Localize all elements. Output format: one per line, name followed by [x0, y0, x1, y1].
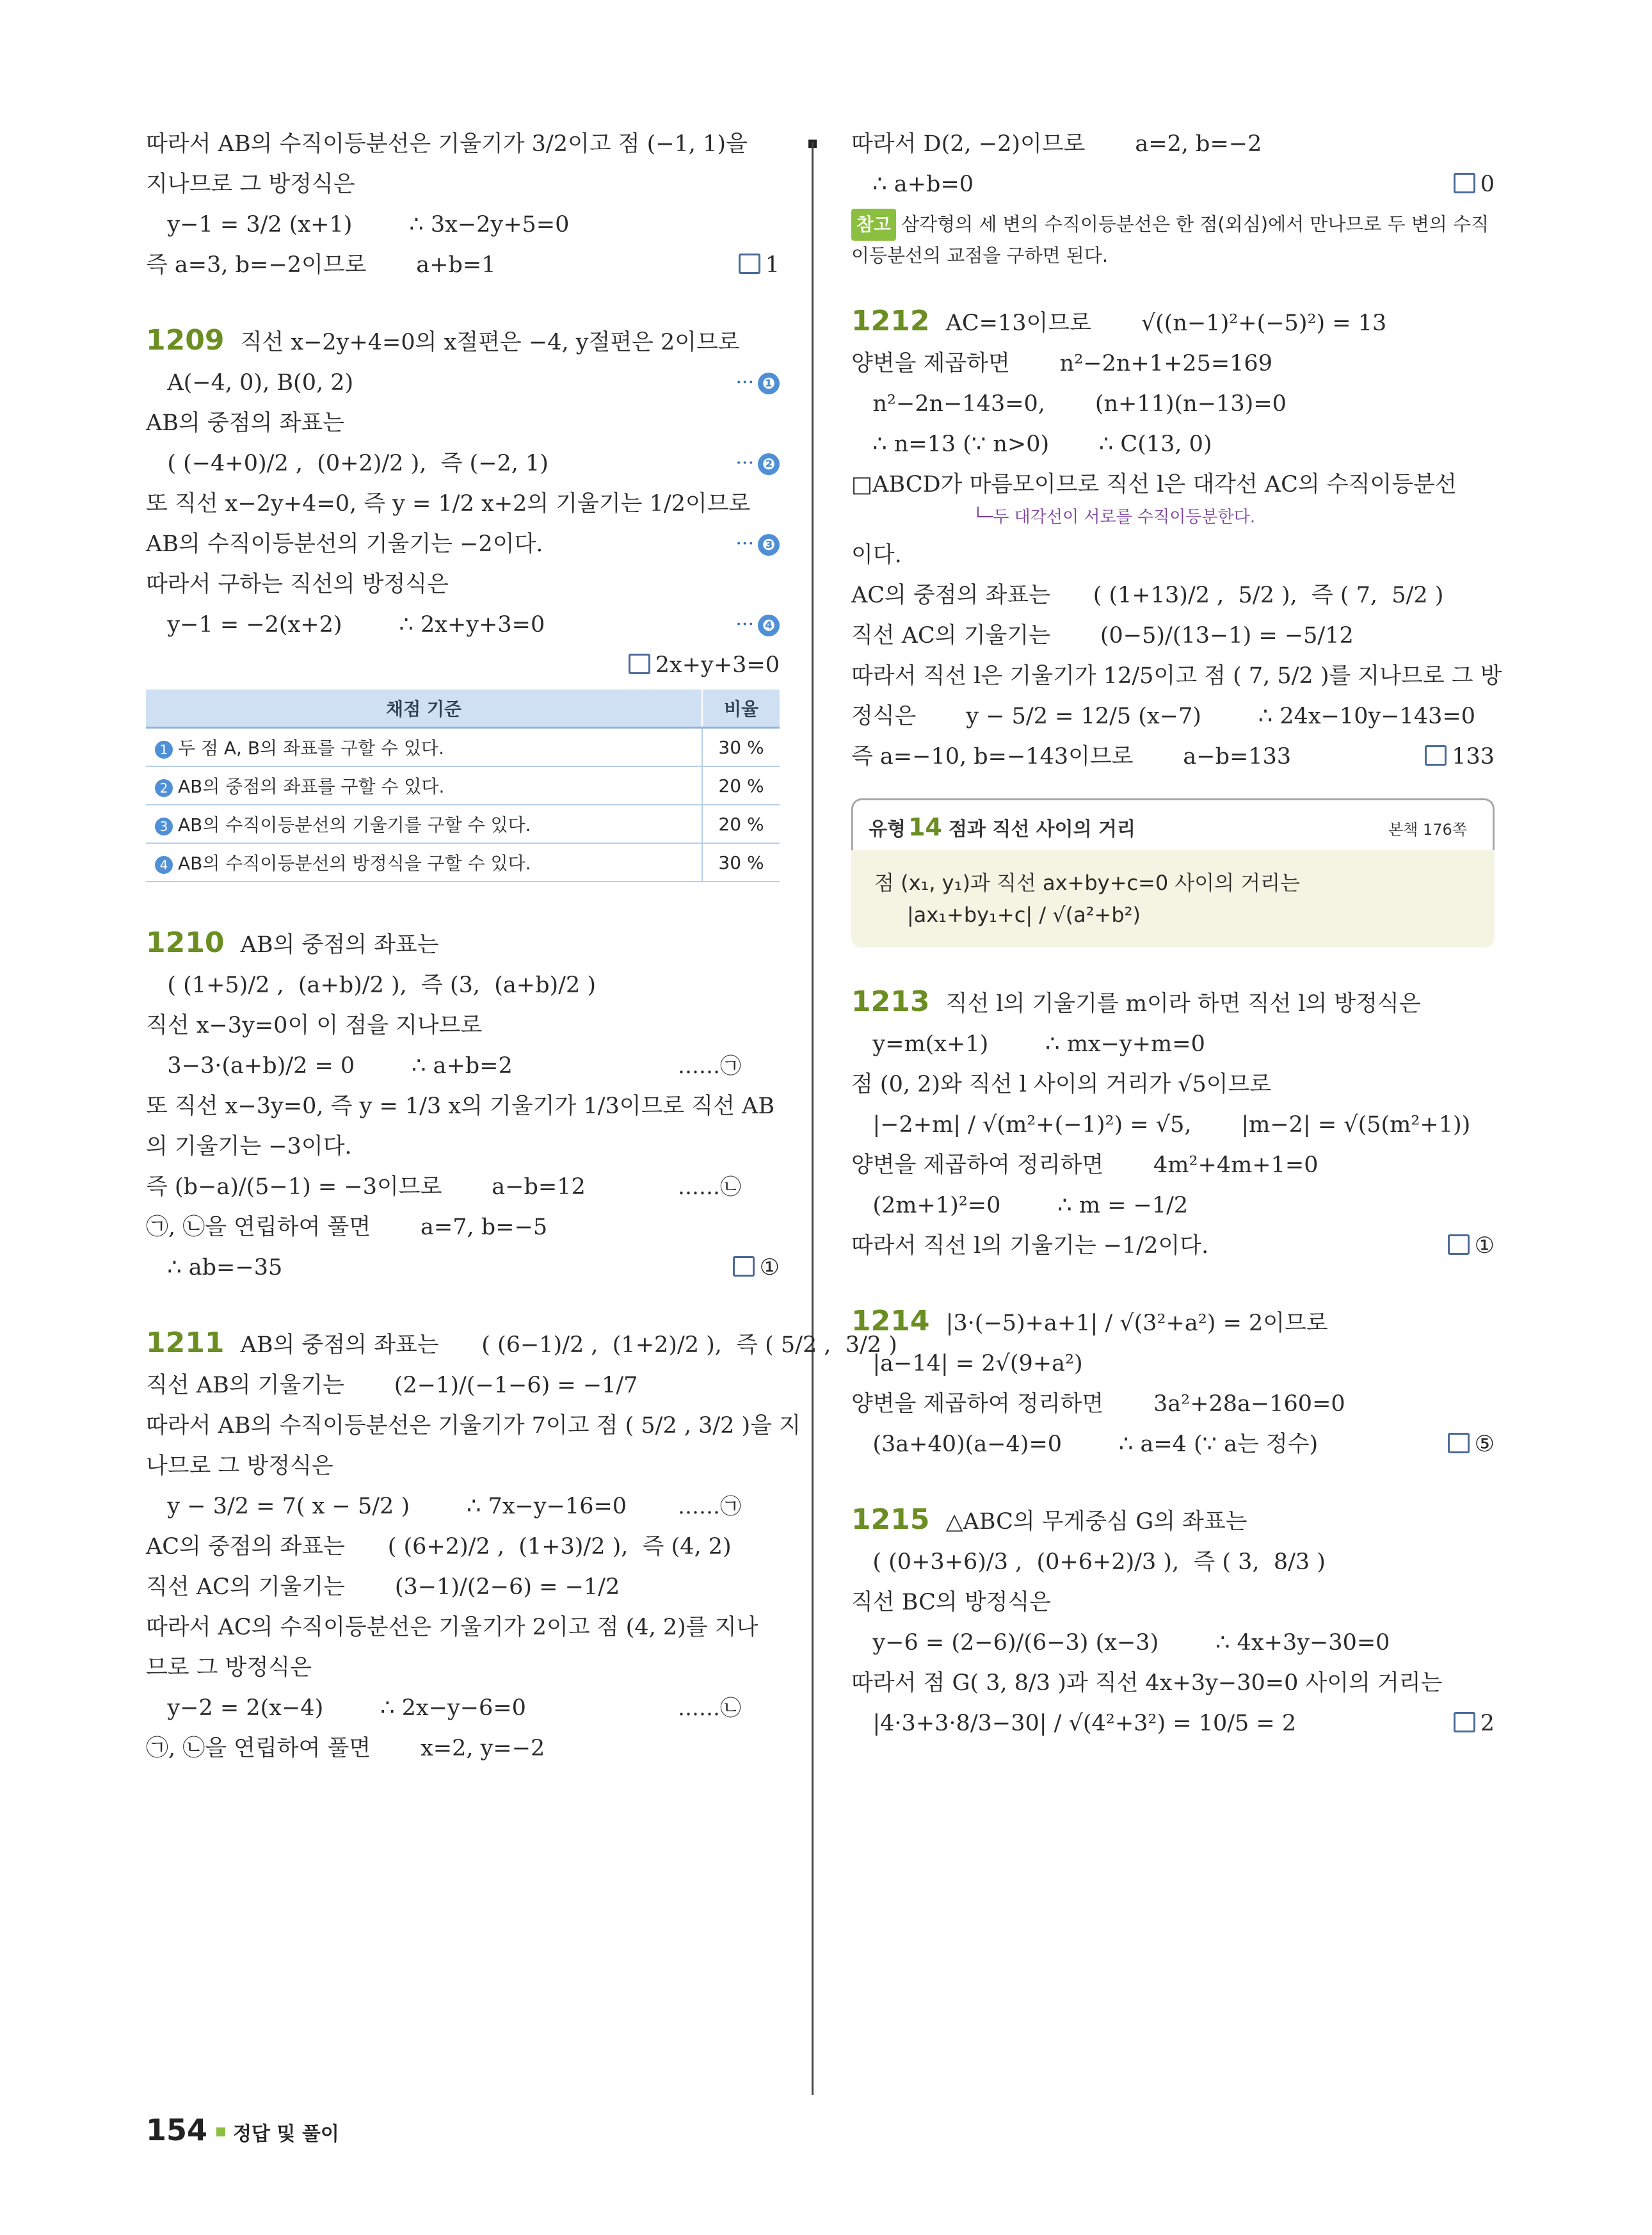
problem-1214-heading: 1214 |3·(−5)+a+1| / √(3²+a²) = 2이므로 [851, 1305, 1328, 1337]
table-row: 2 AB의 중점의 좌표를 구할 수 있다. 20 % [146, 766, 780, 805]
problem-1213-heading: 1213 직선 l의 기울기를 m이라 하면 직선 l의 방정식은 [851, 985, 1421, 1018]
grade-ratio: 20 % [702, 766, 780, 805]
step-marker: ··· ❸ [735, 528, 780, 560]
answer-mark: ① [1448, 1230, 1495, 1262]
problem-1211-heading: 1211 AB의 중점의 좌표는 ( (6−1)/2 , (1+2)/2 ), 즉 ( 5/2 , 3/2 ) [146, 1327, 897, 1359]
equation-line: 직선 AC의 기울기는 (3−1)/(2−6) = −1/2 [146, 1574, 620, 1600]
text-line: 직선 BC의 방정식은 [851, 1590, 1052, 1615]
type-box-header [851, 798, 1495, 850]
step-marker: ··· ❶ [735, 367, 780, 399]
text-line: 따라서 직선 l의 기울기는 −1/2이다. ① [851, 1230, 1495, 1262]
type-title: 점과 직선 사이의 거리 [948, 818, 1136, 841]
problem-1215-heading: 1215 △ABC의 무게중심 G의 좌표는 [851, 1503, 1247, 1536]
text-line: ㉠, ㉡을 연립하여 풀면 a=7, b=−5 [146, 1214, 548, 1240]
problem-number: 1214 [851, 1305, 930, 1337]
footer-title: 정답 및 풀이 [233, 2123, 339, 2145]
type-box-body: 점 (x₁, y₁)과 직선 ax+by+c=0 사이의 거리는 |ax₁+by₁+c| / √(a²+b²) [851, 850, 1495, 948]
equation-line: y−6 = (2−6)/(6−3) (x−3) ∴ 4x+3y−30=0 [851, 1630, 1390, 1656]
problem-number: 1215 [851, 1503, 930, 1536]
grading-table [146, 690, 780, 882]
text-line: □ABCD가 마름모이므로 직선 l은 대각선 AC의 수직이등분선 [851, 472, 1457, 497]
equation-mark: ……㉠ [678, 1053, 741, 1078]
equation-line: AC의 중점의 좌표는 ( (6+2)/2 , (1+3)/2 ), 즉 (4, 2) [146, 1534, 732, 1560]
answer-mark: 2x+y+3=0 [629, 649, 780, 681]
text-line: AB의 수직이등분선의 기울기는 −2이다. ··· ❸ [146, 528, 780, 560]
equation-line: |4·3+3·8/3−30| / √(4²+3²) = 10/5 = 2 2 [851, 1707, 1495, 1739]
problem-1210-heading: 1210 AB의 중점의 좌표는 [146, 926, 439, 959]
equation-line: 직선 AC의 기울기는 (0−5)/(13−1) = −5/12 [851, 623, 1354, 649]
text-line: 지나므로 그 방정식은 [146, 172, 355, 197]
text-line: 따라서 점 G( 3, 8/3 )과 직선 4x+3y−30=0 사이의 거리는 [851, 1670, 1443, 1696]
equation-line: ∴ ab=−35 ① [146, 1252, 780, 1284]
text-line: 의 기울기는 −3이다. [146, 1134, 352, 1159]
answer-mark: 2 [1454, 1707, 1495, 1739]
answer-mark: ⑤ [1448, 1428, 1495, 1460]
step-number: 3 [155, 818, 173, 835]
grade-header-criteria: 채점 기준 [146, 690, 702, 728]
text-line: 점 (0, 2)와 직선 l 사이의 거리가 √5이므로 [851, 1072, 1272, 1097]
text-line: 므로 그 방정식은 [146, 1655, 312, 1681]
side-note: └─두 대각선이 서로를 수직이등분한다. [973, 508, 1256, 527]
text-line: 또 직선 x−2y+4=0, 즉 y = 1/2 x+2의 기울기는 1/2이므로 [146, 491, 751, 517]
text-line: 따라서 구하는 직선의 방정식은 [146, 572, 449, 597]
type-reference: 본책 176쪽 [1388, 821, 1467, 839]
equation-mark: ……㉡ [678, 1695, 741, 1720]
equation-line: y−1 = 3/2 (x+1) ∴ 3x−2y+5=0 [146, 212, 570, 238]
step-number: 2 [155, 779, 173, 797]
equation-line: 3−3·(a+b)/2 = 0 ∴ a+b=2 ……㉠ [146, 1050, 780, 1082]
equation-mark: ……㉡ [678, 1174, 741, 1199]
step-number: 4 [155, 856, 173, 874]
equation-line: ( (0+3+6)/3 , (0+6+2)/3 ), 즉 ( 3, 8/3 ) [851, 1549, 1326, 1575]
table-row: 4 AB의 수직이등분선의 방정식을 구할 수 있다. 30 % [146, 843, 780, 882]
type-box [851, 798, 1495, 948]
right-column [851, 128, 1502, 1748]
equation-line: y−1 = −2(x+2) ∴ 2x+y+3=0 ··· ❹ [146, 609, 780, 641]
text-line: 따라서 D(2, −2)이므로 a=2, b=−2 [851, 131, 1262, 157]
equation-line: (2m+1)²=0 ∴ m = −1/2 [851, 1193, 1189, 1218]
equation-line: ∴ a+b=0 0 [851, 168, 1495, 200]
equation-line: AC의 중점의 좌표는 ( (1+13)/2 , 5/2 ), 즉 ( 7, 5/2 ) [851, 583, 1444, 608]
page-number: 154 [146, 2113, 208, 2147]
grade-ratio: 20 % [702, 805, 780, 843]
equation-line: (3a+40)(a−4)=0 ∴ a=4 (∵ a는 정수) ⑤ [851, 1428, 1495, 1460]
table-row: 3 AB의 수직이등분선의 기울기를 구할 수 있다. 20 % [146, 805, 780, 843]
page-footer [146, 2113, 339, 2147]
equation-line: y − 3/2 = 7( x − 5/2 ) ∴ 7x−y−16=0 ……㉠ [146, 1490, 780, 1522]
type-label: 유형 [869, 818, 906, 841]
step-number: 1 [155, 741, 173, 759]
step-marker: ··· ❷ [735, 448, 780, 480]
equation-line: n²−2n−143=0, (n+11)(n−13)=0 [851, 391, 1287, 417]
text-line: 직선 x−3y=0이 이 점을 지나므로 [146, 1013, 483, 1038]
equation-line: ( (1+5)/2 , (a+b)/2 ), 즉 (3, (a+b)/2 ) [146, 972, 596, 998]
answer-line [146, 649, 780, 681]
text-line: 이다. [851, 542, 902, 568]
text-line: 또 직선 x−3y=0, 즉 y = 1/3 x의 기울기가 1/3이므로 직선 AB [146, 1093, 775, 1119]
grade-ratio: 30 % [702, 843, 780, 882]
equation-line: |−2+m| / √(m²+(−1)²) = √5, |m−2| = √(5(m²+1)) [851, 1112, 1471, 1138]
equation-mark: ……㉠ [678, 1494, 741, 1519]
equation-line: 즉 (b−a)/(5−1) = −3이므로 a−b=12 ……㉡ [146, 1171, 780, 1203]
problem-1212-heading: 1212 AC=13이므로 √((n−1)²+(−5)²) = 13 [851, 305, 1387, 337]
text-line: 따라서 AC의 수직이등분선은 기울기가 2이고 점 (4, 2)를 지나 [146, 1615, 758, 1640]
text-line: 즉 a=3, b=−2이므로 a+b=1 1 [146, 249, 780, 281]
note: 참고 삼각형의 세 변의 수직이등분선은 한 점(외심)에서 만나므로 두 변의 수직이등분선의 교점을 구하면 된다. [851, 209, 1495, 270]
problem-number: 1209 [146, 324, 225, 357]
equation-line: 정식은 y − 5/2 = 12/5 (x−7) ∴ 24x−10y−143=0 [851, 704, 1475, 729]
text-line: 즉 a=−10, b=−143이므로 a−b=133 133 [851, 741, 1495, 773]
note-badge: 참고 [851, 209, 896, 241]
answer-mark: 0 [1454, 168, 1495, 200]
equation-line: 양변을 제곱하여 정리하면 3a²+28a−160=0 [851, 1391, 1345, 1417]
equation-line: y−2 = 2(x−4) ∴ 2x−y−6=0 ……㉡ [146, 1692, 780, 1724]
equation-line: 양변을 제곱하면 n²−2n+1+25=169 [851, 351, 1272, 376]
problem-1209-heading: 1209 직선 x−2y+4=0의 x절편은 −4, y절편은 2이므로 [146, 324, 740, 357]
equation-line: 양변을 제곱하여 정리하면 4m²+4m+1=0 [851, 1152, 1319, 1178]
type-number: 14 [908, 813, 942, 841]
table-row: 1 두 점 A, B의 좌표를 구할 수 있다. 30 % [146, 728, 780, 767]
answer-mark: 133 [1425, 741, 1495, 773]
grade-header-ratio: 비율 [702, 690, 780, 728]
equation-line: A(−4, 0), B(0, 2) ··· ❶ [146, 367, 780, 399]
column-divider [812, 142, 814, 2095]
answer-mark: ① [733, 1252, 780, 1284]
text-line: 따라서 AB의 수직이등분선은 기울기가 3/2이고 점 (−1, 1)을 [146, 131, 748, 157]
problem-number: 1213 [851, 985, 930, 1018]
equation-line: ∴ n=13 (∵ n>0) ∴ C(13, 0) [851, 432, 1212, 457]
text-line: 따라서 AB의 수직이등분선은 기울기가 7이고 점 ( 5/2 , 3/2 )을 지 [146, 1413, 801, 1439]
step-marker: ··· ❹ [735, 609, 780, 641]
equation-line: ( (−4+0)/2 , (0+2)/2 ), 즉 (−2, 1) ··· ❷ [146, 448, 780, 480]
text-line: 나므로 그 방정식은 [146, 1453, 333, 1479]
problem-number: 1212 [851, 305, 930, 337]
equation-line: 직선 AB의 기울기는 (2−1)/(−1−6) = −1/7 [146, 1373, 638, 1398]
problem-number: 1210 [146, 926, 225, 959]
equation-line: |a−14| = 2√(9+a²) [851, 1351, 1083, 1376]
text-line: 따라서 직선 l은 기울기가 12/5이고 점 ( 7, 5/2 )를 지나므로 그 방 [851, 663, 1502, 689]
footer-square-icon [216, 2127, 225, 2136]
text-line: ㉠, ㉡을 연립하여 풀면 x=2, y=−2 [146, 1736, 545, 1761]
problem-number: 1211 [146, 1327, 225, 1359]
equation-line: y=m(x+1) ∴ mx−y+m=0 [851, 1031, 1205, 1057]
answer-mark: 1 [739, 249, 780, 281]
text-line: AB의 중점의 좌표는 [146, 410, 344, 436]
grade-ratio: 30 % [702, 728, 780, 767]
